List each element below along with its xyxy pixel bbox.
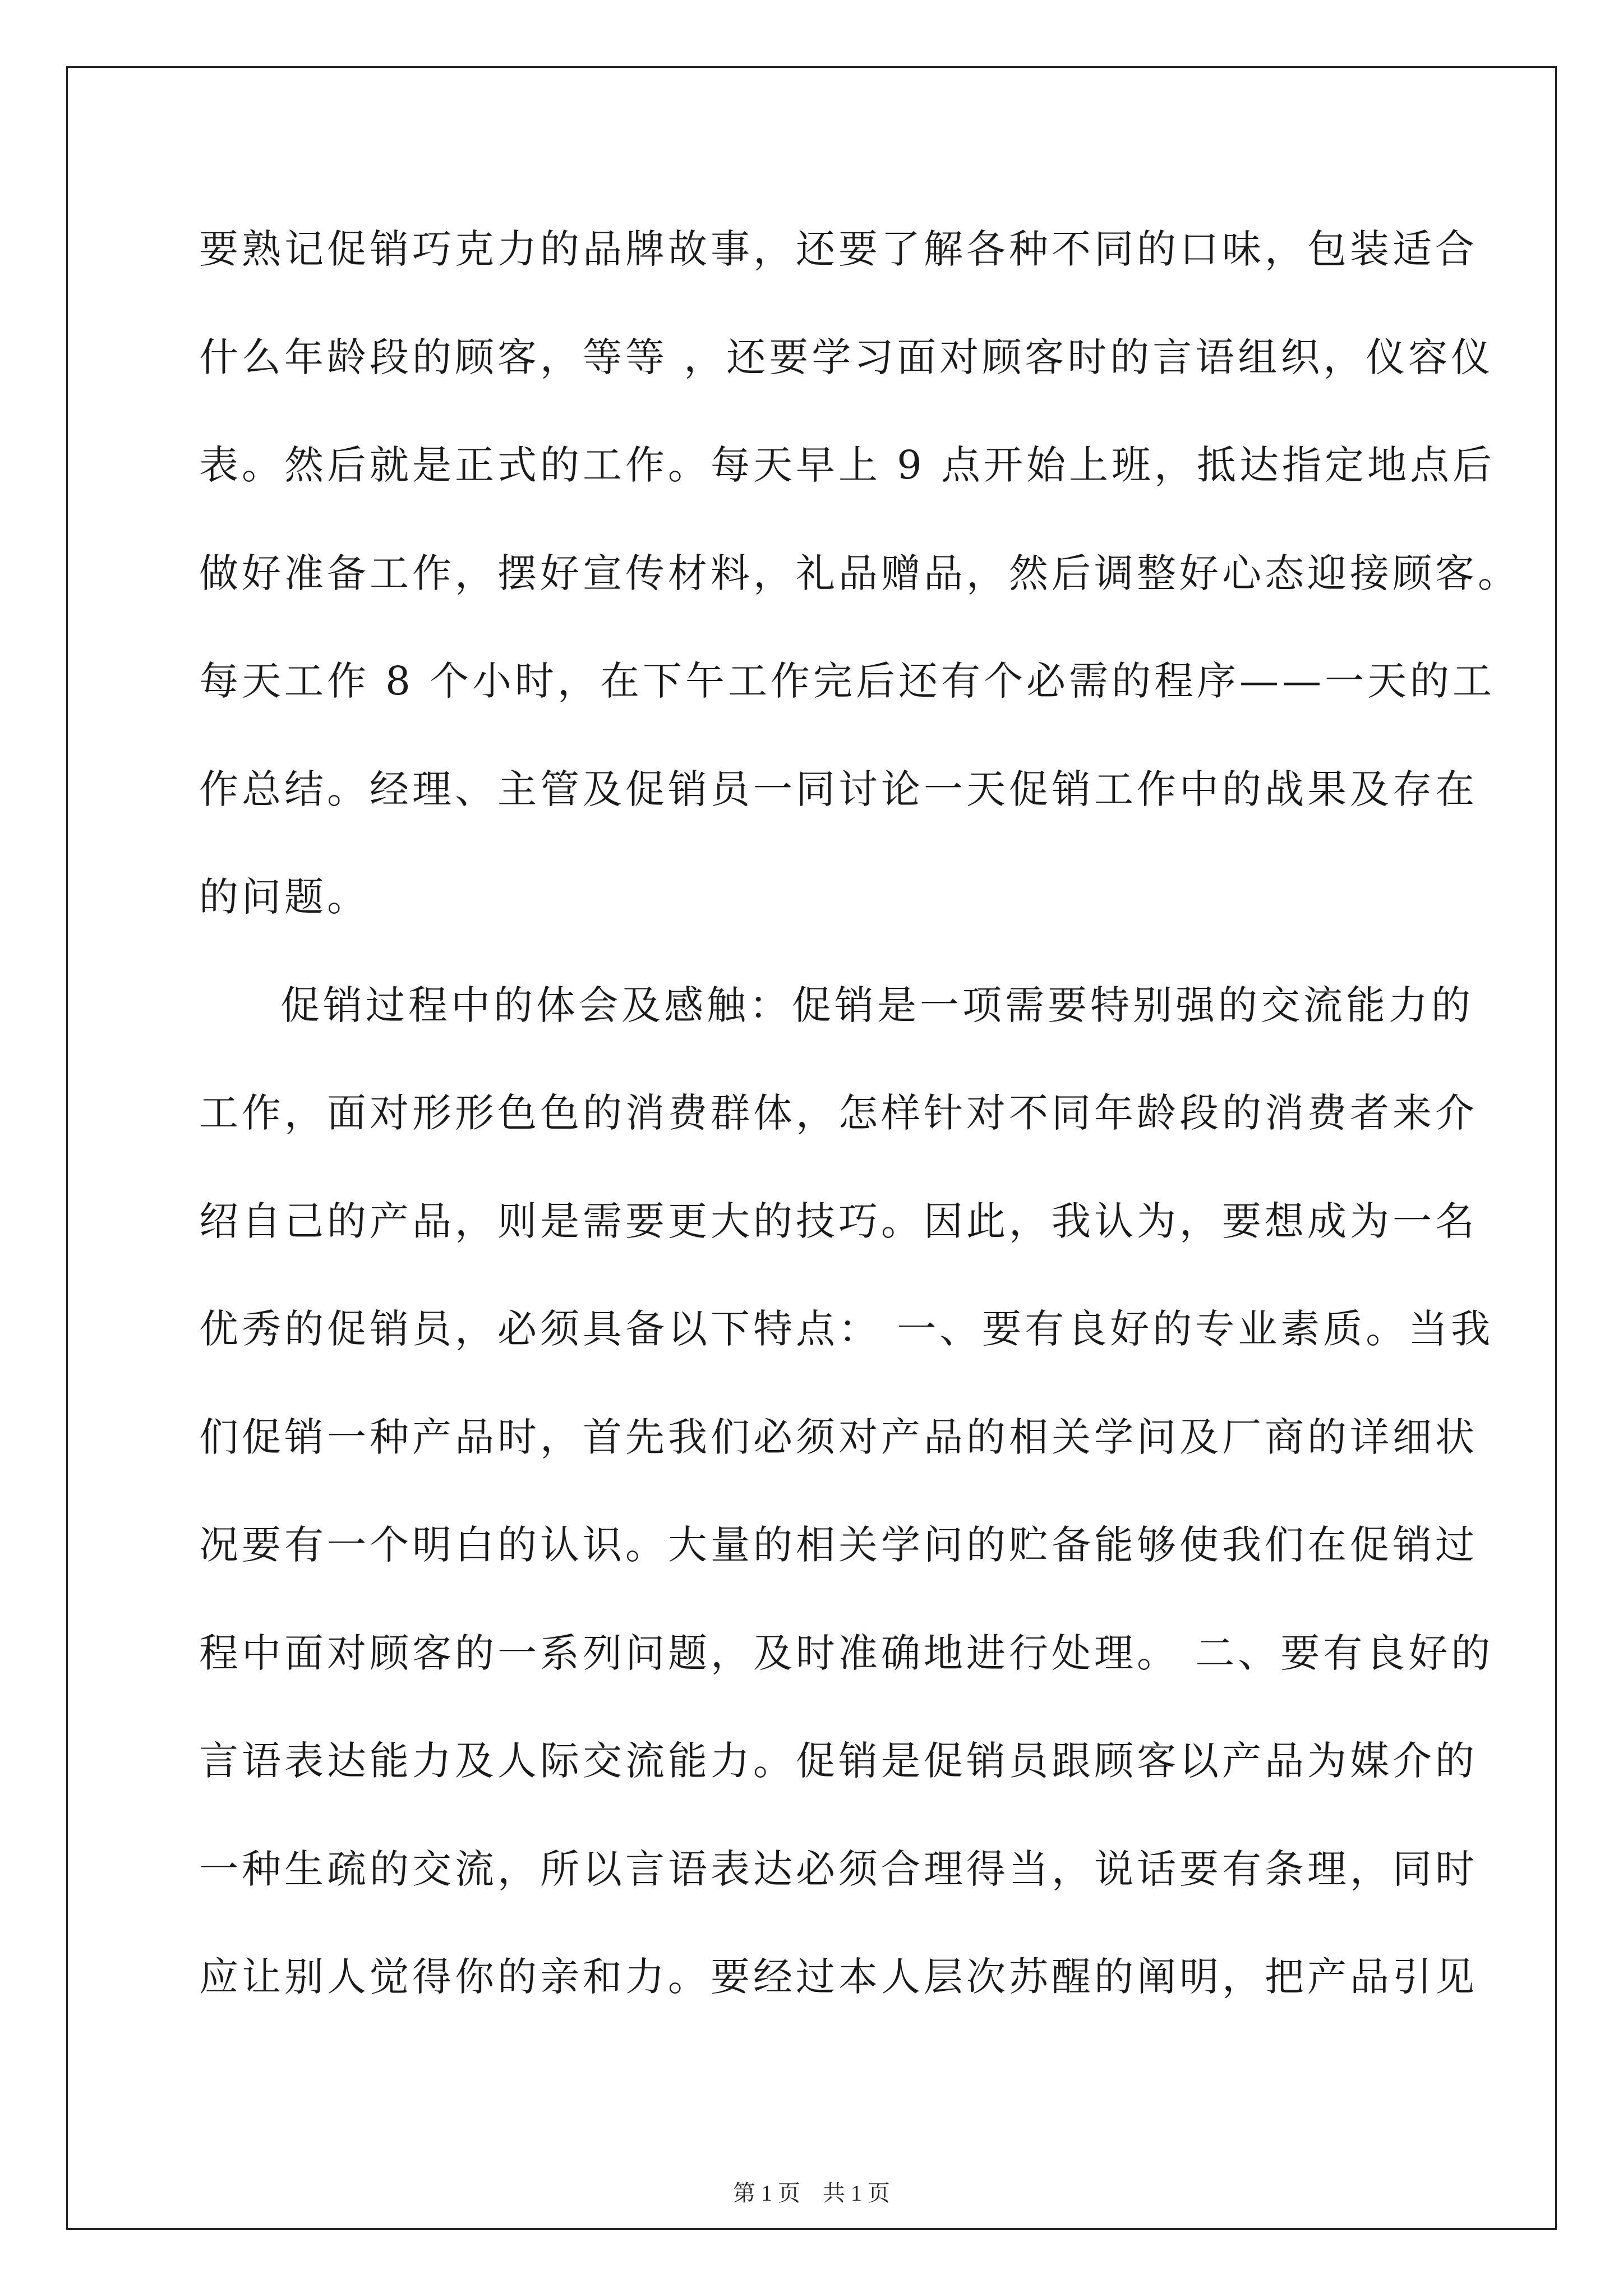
text-line: 言语表达能力及人际交流能力。促销是促销员跟顾客以产品为媒介的: [199, 1738, 1478, 1784]
text-line: 工作，面对形形色色的消费群体，怎样针对不同年龄段的消费者来介: [199, 1090, 1478, 1136]
text-line: 每天工作 8 个小时，在下午工作完后还有个必需的程序——一天的工: [199, 658, 1496, 704]
text-line: 应让别人觉得你的亲和力。要经过本人层次苏醒的阐明，把产品引见: [199, 1954, 1478, 2000]
text-line: 绍自己的产品，则是需要更大的技巧。因此，我认为，要想成为一名: [199, 1198, 1478, 1244]
text-line: 程中面对顾客的一系列问题，及时准确地进行处理。 二、要有良好的: [199, 1630, 1494, 1676]
text-line: 作总结。经理、主管及促销员一同讨论一天促销工作中的战果及存在: [199, 766, 1478, 812]
text-line: 要熟记促销巧克力的品牌故事，还要了解各种不同的口味，包装适合: [199, 226, 1478, 272]
paragraph-start-line: 促销过程中的体会及感触：促销是一项需要特别强的交流能力的: [280, 982, 1474, 1028]
text-line: 的问题。: [199, 874, 370, 920]
text-line: 优秀的促销员，必须具备以下特点： 一、要有良好的专业素质。当我: [199, 1306, 1494, 1352]
text-line: 们促销一种产品时，首先我们必须对产品的相关学问及厂商的详细状: [199, 1414, 1478, 1460]
document-body: [199, 213, 1520, 2049]
page-number-footer: 第 1 页 共 1 页: [733, 2180, 890, 2206]
text-line: 表。然后就是正式的工作。每天早上 9 点开始上班，抵达指定地点后: [199, 442, 1496, 488]
text-line: 什么年龄段的顾客，等等 ，还要学习面对顾客时的言语组织，仪容仪: [199, 334, 1494, 380]
text-line: 一种生疏的交流，所以言语表达必须合理得当，说话要有条理，同时: [199, 1846, 1478, 1892]
text-line: 做好准备工作，摆好宣传材料，礼品赠品，然后调整好心态迎接顾客。: [199, 550, 1520, 596]
text-line: 况要有一个明白的认识。大量的相关学问的贮备能够使我们在促销过: [199, 1522, 1478, 1568]
